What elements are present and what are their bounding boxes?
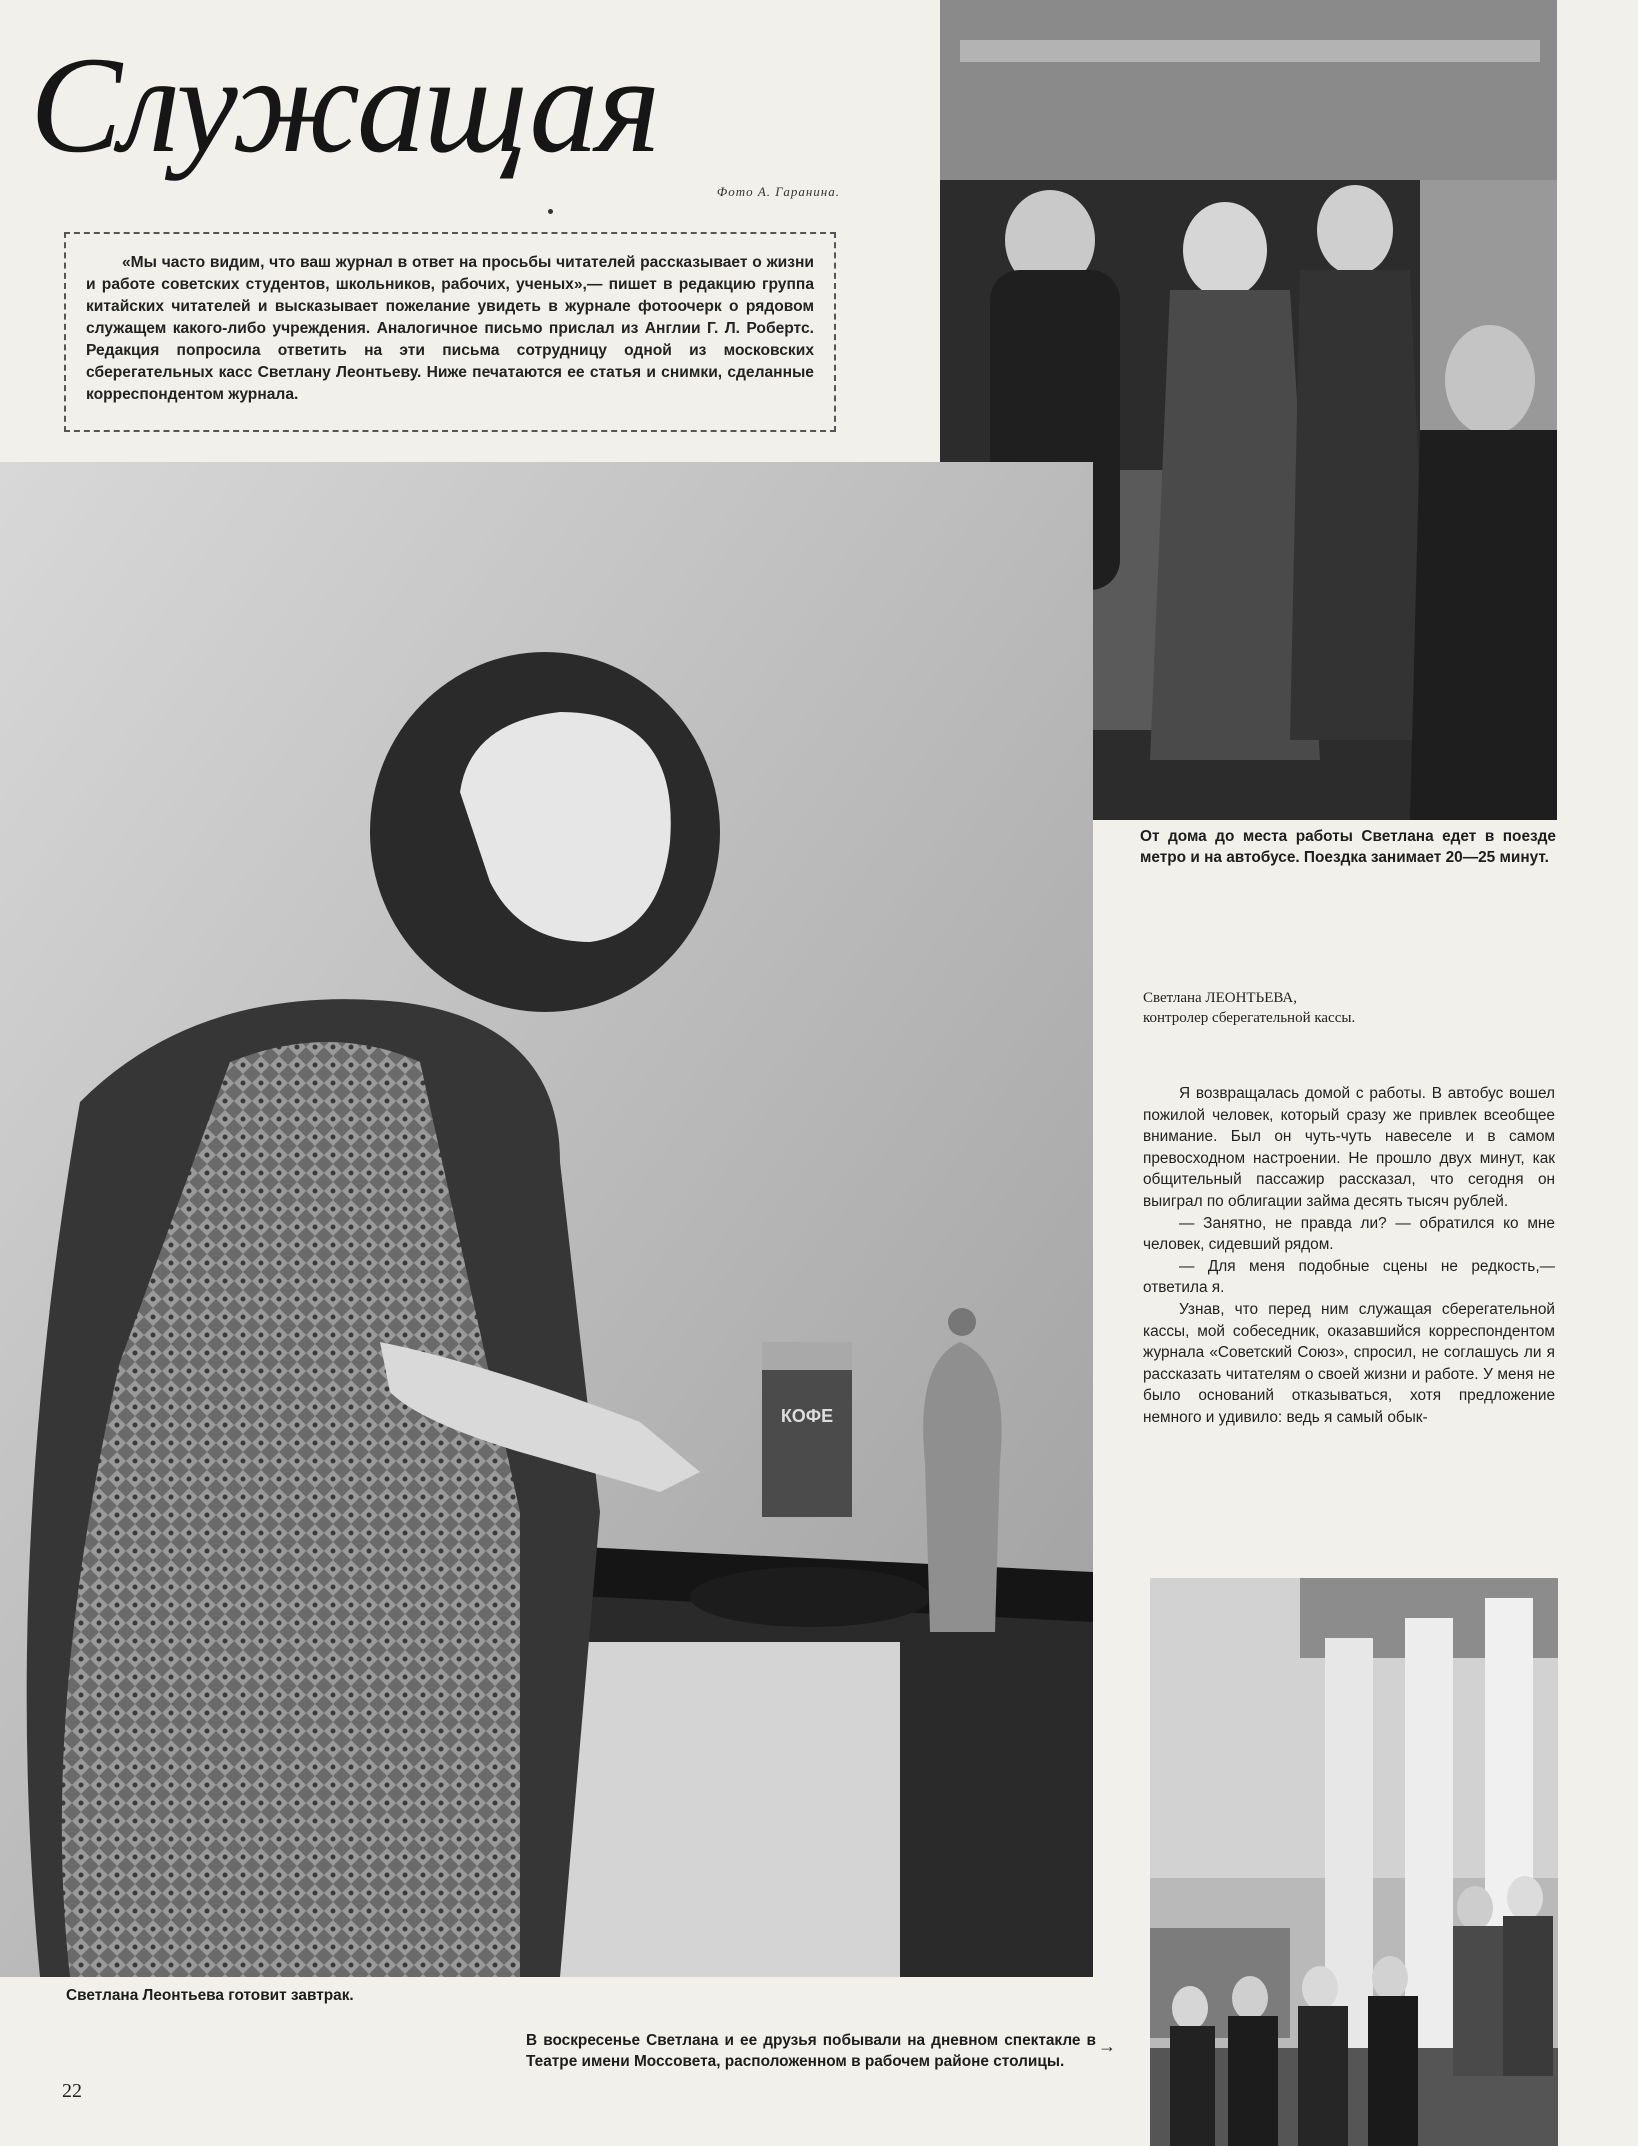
article-body [1143, 1083, 1555, 1429]
byline-name: Светлана ЛЕОНТЬЕВА, [1143, 990, 1297, 1006]
photo-credit: Фото А. Гаранина. [716, 184, 840, 199]
decorative-dot [548, 209, 553, 214]
article-paragraph: Узнав, что перед ним служащая сберегательной кассы, мой собеседник, оказавшийся корреспондентом журнала «Советский Союз», спросил, не соглашусь ли я рассказать читателям о своей жизни и работе. У меня не было оснований отказываться, хотя предложение немного и удивило: ведь я самый обык- [1143, 1300, 1555, 1426]
theatre-photo [1150, 1578, 1558, 2146]
intro-text: «Мы часто видим, что ваш журнал в ответ на просьбы читателей рассказывает о жизни и работе советских студентов, школьников, рабочих, ученых»,— пишет в редакцию группа китайских читателей и высказывает пожелание увидеть в журнале фотоочерк о рядовом служащем какого-либо учреждения. Аналогичное письмо прислал из Англии Г. Л. Робертс. Редакция попросила ответить на эти письма сотрудницу одной из московских сберегательных касс Светлану Леонтьеву. Ниже печатаются ее статья и снимки, сделанные корреспондентом журнала. [86, 254, 814, 403]
intro-box [64, 232, 836, 432]
article-paragraph: — Занятно, не правда ли? — обратился ко мне человек, сидевший рядом. [1143, 1214, 1555, 1254]
byline [1143, 988, 1473, 1028]
arrow-icon: → [1098, 2036, 1116, 2056]
article-paragraph: Я возвращалась домой с работы. В автобус вошел пожилой человек, который сразу же привлек всеобщее внимание. Был он чуть-чуть навеселе и в самом превосходном настроении. Не прошло двух минут, как общительный пассажир рассказал, что сегодня он выиграл по облигации займа десять тысяч рублей. [1143, 1085, 1555, 1210]
article-title: Служащая [30, 28, 659, 181]
coffee-box-label: КОФЕ [780, 1406, 834, 1426]
breakfast-photo [0, 462, 1093, 1977]
theatre-caption: В воскресенье Светлана и ее друзья побывали на дневном спектакле в Театре имени Моссовета, расположенном в рабочем районе столицы. [526, 2032, 1096, 2070]
byline-position: контролер сберегательной кассы. [1143, 1010, 1356, 1026]
page-number: 22 [62, 2080, 82, 2102]
breakfast-caption: Светлана Леонтьева готовит завтрак. [66, 1987, 354, 2004]
article-paragraph: — Для меня подобные сцены не редкость,— ответила я. [1143, 1257, 1555, 1297]
commute-caption: От дома до места работы Светлана едет в поезде метро и на автобусе. Поездка занимает 20—25 минут. [1140, 828, 1556, 866]
